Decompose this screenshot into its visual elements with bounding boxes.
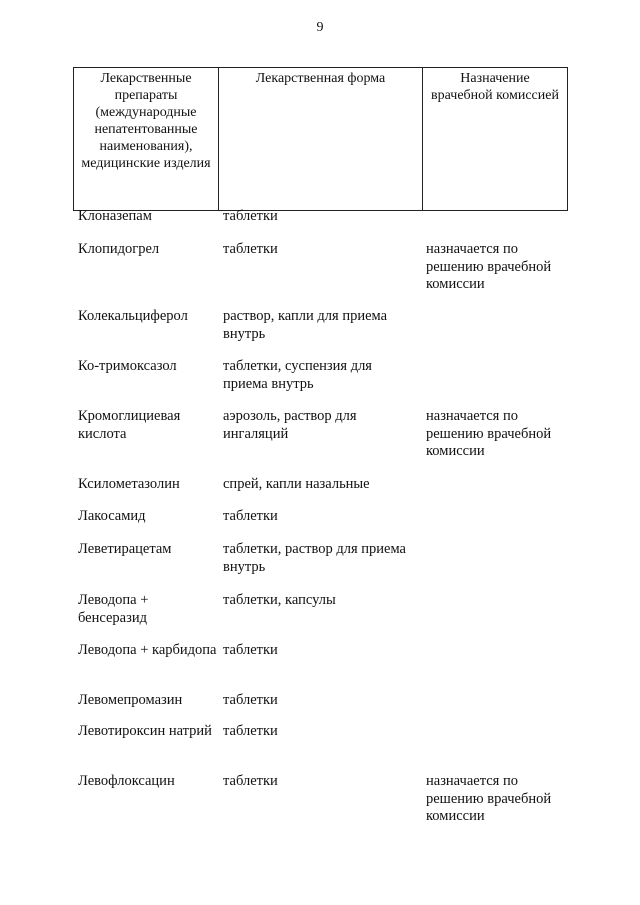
drug-form: таблетки bbox=[223, 642, 278, 658]
header-col-drugs: Лекарственные препараты (международные непатентованные наименования), медицинские изделия bbox=[74, 68, 219, 211]
drug-form: таблетки bbox=[223, 773, 278, 789]
drug-name: Леводопа + бенсеразид bbox=[78, 592, 149, 626]
drug-form: таблетки bbox=[223, 692, 278, 708]
drug-form: спрей, капли назальные bbox=[223, 476, 370, 492]
table-header bbox=[73, 67, 568, 211]
page-number: 9 bbox=[316, 20, 324, 35]
drug-form: таблетки bbox=[223, 208, 278, 224]
drug-name: Кромоглициевая кислота bbox=[78, 408, 181, 442]
drug-name: Лакосамид bbox=[78, 508, 146, 524]
drug-name: Клопидогрел bbox=[78, 241, 160, 257]
drug-name: Левофлоксацин bbox=[78, 773, 175, 789]
drug-name: Ко-тримоксазол bbox=[78, 358, 177, 374]
drug-form: таблетки bbox=[223, 723, 278, 739]
drug-form: аэрозоль, раствор для ингаляций bbox=[223, 408, 357, 442]
drug-form: таблетки bbox=[223, 508, 278, 524]
drug-form: таблетки bbox=[223, 241, 278, 257]
drug-form: таблетки, раствор для приема внутрь bbox=[223, 541, 406, 575]
drug-name: Ксилометазолин bbox=[78, 476, 180, 492]
drug-form: таблетки, суспензия для приема внутрь bbox=[223, 358, 372, 392]
drug-name: Клоназепам bbox=[78, 208, 152, 224]
drug-form: таблетки, капсулы bbox=[223, 592, 336, 608]
commission-note: назначается по решению врачебной комиссии bbox=[426, 241, 552, 292]
drug-form: раствор, капли для приема внутрь bbox=[223, 308, 388, 342]
drug-name: Леветирацетам bbox=[78, 541, 172, 557]
drug-name: Колекальциферол bbox=[78, 308, 188, 324]
drug-name: Левомепромазин bbox=[78, 692, 183, 708]
commission-note: назначается по решению врачебной комиссии bbox=[426, 408, 552, 459]
drug-name: Левотироксин натрий bbox=[78, 723, 212, 739]
drug-name: Леводопа + карбидопа bbox=[78, 642, 217, 658]
header-col-commission: Назначение врачебной комиссией bbox=[423, 68, 568, 211]
commission-note: назначается по решению врачебной комиссии bbox=[426, 773, 552, 824]
header-col-form: Лекарственная форма bbox=[219, 68, 423, 211]
